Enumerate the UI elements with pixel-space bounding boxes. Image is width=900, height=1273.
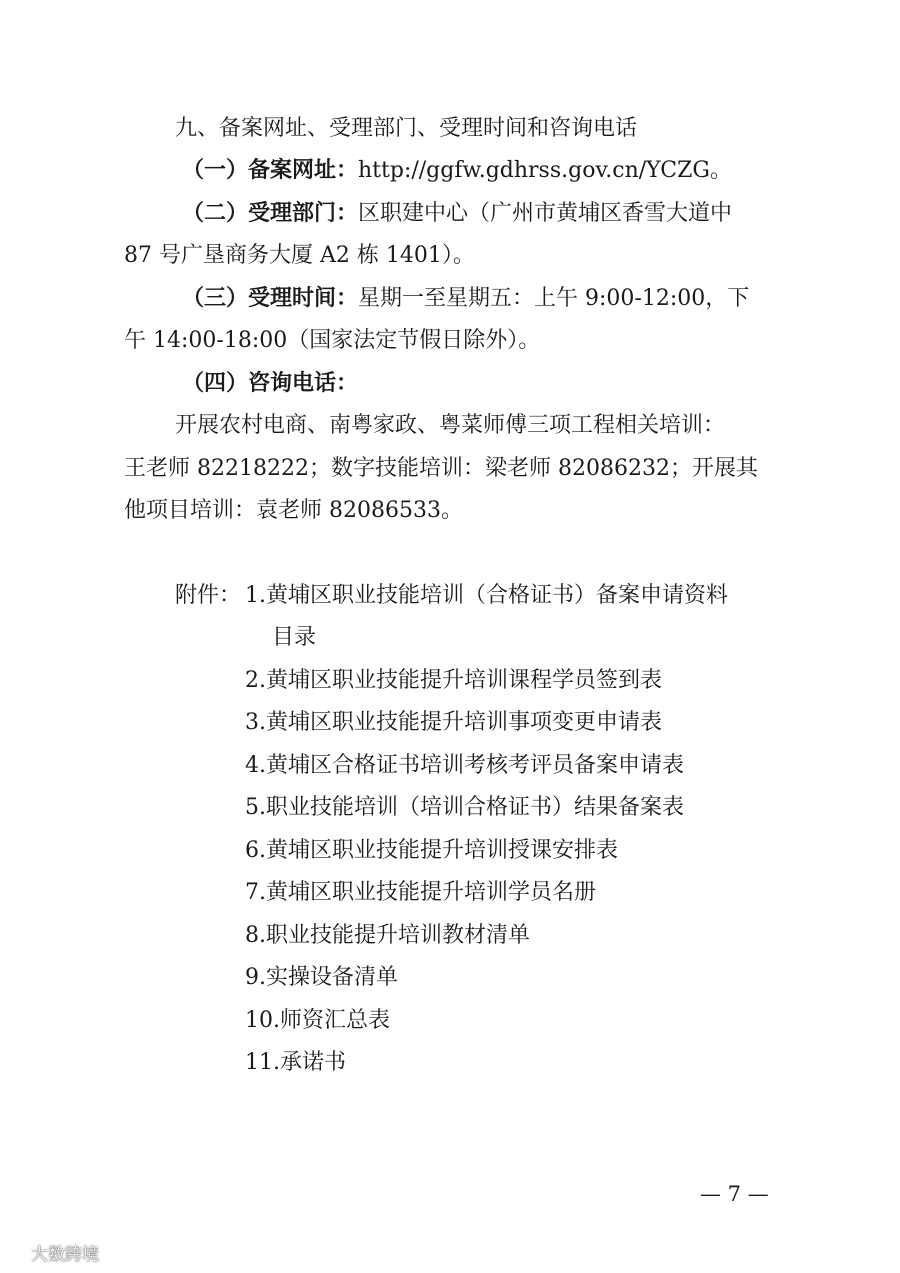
attachment-item: 2.黄埔区职业技能提升培训课程学员签到表 <box>245 668 662 693</box>
hours-value: 星期一至星期五：上午 9:00-12:00，下 <box>358 286 750 311</box>
department-label: （二）受理部门： <box>182 201 359 226</box>
attachment-item: 8.职业技能提升培训教材清单 <box>245 923 530 948</box>
phone-label: （四）咨询电话： <box>182 371 359 396</box>
attachment-item: 9.实操设备清单 <box>245 965 398 990</box>
chat-bubble-icon <box>8 1247 28 1263</box>
attachment-item: 10.师资汇总表 <box>245 1008 390 1033</box>
attachment-item: 4.黄埔区合格证书培训考核考评员备案申请表 <box>245 753 684 778</box>
phone-line-1: 开展农村电商、南粤家政、粤菜师傅三项工程相关培训： <box>175 413 726 438</box>
hours-continuation: 午 14:00-18:00（国家法定节假日除外）。 <box>124 328 541 353</box>
department-value: 区职建中心（广州市黄埔区香雪大道中 <box>358 201 733 226</box>
section-heading: 九、备案网址、受理部门、受理时间和咨询电话 <box>175 116 638 141</box>
hours-row <box>182 284 749 314</box>
hours-label: （三）受理时间： <box>182 286 359 311</box>
attachment-item: 11.承诺书 <box>245 1050 346 1075</box>
website-row <box>182 156 732 186</box>
phone-line-3: 他项目培训：袁老师 82086533。 <box>124 498 463 523</box>
website-label: （一）备案网址： <box>182 158 359 183</box>
attachment-item: 1.黄埔区职业技能培训（合格证书）备案申请资料 <box>245 583 728 608</box>
attachments-label: 附件： <box>175 583 242 608</box>
department-row <box>182 199 732 229</box>
attachment-item: 3.黄埔区职业技能提升培训事项变更申请表 <box>245 710 662 735</box>
attachment-item: 6.黄埔区职业技能提升培训授课安排表 <box>245 838 618 863</box>
watermark-text: 大数跨境 <box>31 1245 99 1265</box>
website-value[interactable]: http://ggfw.gdhrss.gov.cn/YCZG。 <box>358 158 733 183</box>
phone-line-2: 王老师 82218222；数字技能培训：梁老师 82086232；开展其 <box>124 456 758 481</box>
department-continuation: 87 号广垦商务大厦 A2 栋 1401）。 <box>124 243 475 268</box>
watermark <box>8 1240 99 1265</box>
attachment-item: 5.职业技能培训（培训合格证书）结果备案表 <box>245 795 684 820</box>
page-number: — 7 — <box>700 1182 769 1206</box>
attachment-item: 7.黄埔区职业技能提升培训学员名册 <box>245 880 596 905</box>
attachment-item: 目录 <box>272 625 317 650</box>
